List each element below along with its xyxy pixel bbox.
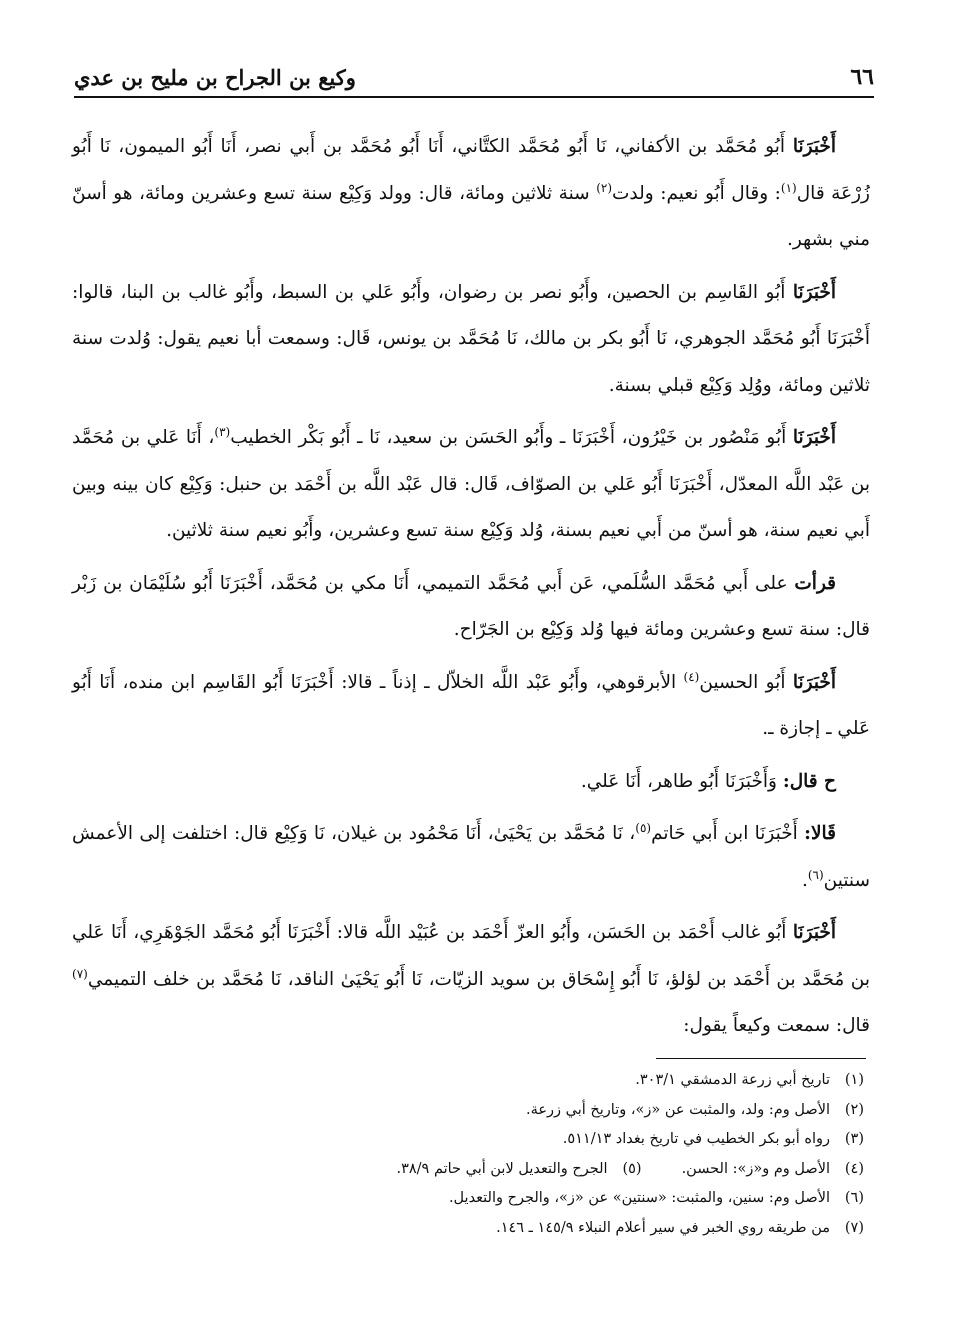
paragraph — [72, 811, 870, 904]
paragraph — [72, 759, 870, 806]
paragraph-lead: قرأت — [794, 572, 836, 594]
footnote-ref[interactable]: (٦) — [807, 867, 824, 882]
paragraph-lead: أَخْبَرَنَا — [792, 427, 837, 448]
paragraph-lead: ح قال: — [782, 770, 836, 792]
paragraph-lead: أَخْبَرَنَا — [792, 922, 836, 943]
footnote-row — [74, 1066, 864, 1096]
footnote — [449, 1184, 864, 1214]
paragraph-text: أَبُو مَنْصُور بن خَيْرُون، أَخْبَرَنَا ـ وأَبُو الحَسَن بن سعيد، نَا ـ أَبُو بَكْر الخطيب — [230, 427, 793, 448]
paragraph-text: أَخْبَرَنَا ابن أَبي حَاتم — [651, 823, 805, 844]
paragraph-text: الأبرقوهي، وأَبُو عَبْد اللَّه الخلاّل ـ إذناً ـ قالا: أَخْبَرَنَا أَبُو القَاسِم ابن منده، أَنَا أَبُو عَلي ـ إجازة ـ. — [72, 671, 870, 739]
footnote-text: من طريقه روي الخبر في سير أعلام النبلاء ١٤٥/٩ ـ ١٤٦. — [496, 1219, 830, 1236]
footnote-number: (٥) — [622, 1160, 642, 1177]
paragraph — [72, 415, 870, 555]
footnote-text: الجرح والتعديل لابن أبي حاتم ٣٨/٩. — [396, 1160, 608, 1177]
paragraph-text: . — [801, 869, 808, 891]
footnote-number: (٧) — [844, 1219, 864, 1236]
footnote-text: الأصل وم: سنين، والمثبت: «سنتين» عن «ز»، والجرح والتعديل. — [448, 1190, 830, 1206]
paragraph-text: على أَبي مُحَمَّد السُّلَمي، عَن أَبي مُحَمَّد التميمي، أَنَا مكي بن مُحَمَّد، أَخْبَرَنَا أَبُو سُلَيْمَان بن زَبْر قال: سنة تسع وعشرين ومائة فيها وُلد وَكِيْع بن الجَرّاح. — [72, 572, 870, 640]
footnote-number: (٢) — [844, 1101, 864, 1118]
paragraph-text: سنة ثلاثين ومائة، قال: وولد وَكِيْع سنة تسع وعشرين ومائة، هو أسنّ مني بشهر. — [72, 182, 870, 250]
footnote-text: رواه أبو بكر الخطيب في تاريخ بغداد ٥١١/١٣. — [562, 1131, 830, 1147]
page-number: ٦٦ — [850, 64, 874, 90]
footnote — [396, 1155, 641, 1185]
main-text — [72, 124, 870, 1056]
footnotes — [74, 1066, 864, 1243]
paragraph-text: ، أَنَا عَلي بن مُحَمَّد بن عَبْد اللَّه المعدّل، أَخْبَرَنَا أَبُو عَلي بن الصوّاف، قَال: قال عَبْد اللَّه بن أَحْمَد بن حنبل: وَكِيْع كان بينه وبين أَبي نعيم سنة، هو أسنّ من أَبي نعيم بسنة، وُلد وَكِيْع سنة تسع وعشرين، وأَبُو نعيم سنة ثلاثين. — [72, 427, 870, 541]
footnote-ref[interactable]: (١) — [780, 180, 797, 195]
footnote — [526, 1096, 864, 1126]
paragraph-text: أَبُو الحسين — [699, 671, 793, 693]
paragraph-text: أَبُو القَاسِم بن الحصين، وأَبُو نصر بن رضوان، وأَبُو عَلي بن السبط، وأَبُو غالب بن البنا، قالوا: أَخْبَرَنَا أَبُو مُحَمَّد الجوهري، نَا أَبُو بكر بن مالك، نَا مُحَمَّد بن يونس، قَال: وسمعت أبا نعيم يقول: وُلدت سنة ثلاثين ومائة، ووُلِد وَكِيْع قبلي بسنة. — [72, 281, 870, 396]
paragraph — [72, 270, 870, 410]
footnote-number: (١) — [844, 1072, 864, 1088]
footnote-text: تاريخ أبي زرعة الدمشقي ٣٠٣/١. — [635, 1072, 830, 1088]
footnote-text: الأصل وم: ولد، والمثبت عن «ز»، وتاريخ أبي زرعة. — [525, 1101, 830, 1118]
footnote-text: الأصل وم و«ز»: الحسن. — [681, 1160, 830, 1177]
footnote-ref[interactable]: (٥) — [635, 820, 652, 835]
paragraph-text: قال: سمعت وكيعاً يقول: — [683, 1015, 870, 1036]
footnote-row — [74, 1096, 864, 1126]
footnote-number: (٦) — [844, 1190, 864, 1206]
paragraph-text: أَبُو مُحَمَّد بن الأكفاني، نَا أَبُو مُحَمَّد الكتَّاني، أَنَا أَبُو مُحَمَّد بن أَبي نصر، أَنَا أَبُو الميمون، نَا أَبُو زُرْعَة قال — [72, 136, 870, 204]
footnote-ref[interactable]: (٣) — [214, 424, 231, 439]
footnote-row — [74, 1155, 864, 1185]
paragraph-text: ، نَا مُحَمَّد بن يَحْيَىٰ، أَنَا مَحْمُود بن غيلان، نَا وَكِيْع قال: اختلفت إلى الأعمش سنتين — [72, 823, 870, 891]
running-title: وكيع بن الجراح بن مليح بن عدي — [74, 65, 356, 90]
paragraph-lead: أَخْبَرَنَا — [792, 136, 836, 157]
footnote-row — [74, 1214, 864, 1244]
footnote — [563, 1125, 864, 1155]
paragraph — [72, 124, 870, 264]
footnote-divider — [656, 1058, 866, 1059]
footnote-ref[interactable]: (٤) — [683, 669, 700, 684]
paragraph-lead: أَخْبَرَنَا — [792, 671, 836, 693]
footnote-row — [74, 1125, 864, 1155]
paragraph-lead: أَخْبَرَنَا — [792, 281, 836, 303]
footnote-ref[interactable]: (٢) — [596, 180, 613, 195]
paragraph-text: أَبُو غالب أَحْمَد بن الحَسَن، وأَبُو العزّ أَحْمَد بن عُبَيْد اللَّه قالا: أَخْبَرَنَا أَبُو مُحَمَّد الجَوْهَرِي، أَنَا عَلي بن مُحَمَّد بن أَحْمَد بن لؤلؤ، نَا أَبُو إِسْحَاق بن سويد الزيّات، نَا أَبُو يَحْيَىٰ الناقد، نَا مُحَمَّد بن خلف التميمي — [72, 922, 870, 990]
page-header — [74, 58, 874, 98]
paragraph-text: : وقال أَبُو نعيم: ولدت — [612, 182, 781, 204]
paragraph — [72, 660, 870, 753]
paragraph — [72, 910, 870, 1050]
paragraph-text: وَأَخْبَرَنَا أَبُو طاهر، أَنَا عَلي. — [580, 770, 783, 792]
footnote-number: (٤) — [844, 1160, 864, 1177]
footnote — [682, 1155, 864, 1185]
footnote — [635, 1066, 864, 1096]
footnote-ref[interactable]: (٧) — [72, 966, 88, 981]
footnote — [496, 1214, 864, 1244]
footnote-row — [74, 1184, 864, 1214]
paragraph-lead: قَالا: — [804, 823, 836, 844]
footnote-number: (٣) — [844, 1131, 864, 1147]
paragraph — [72, 561, 870, 654]
